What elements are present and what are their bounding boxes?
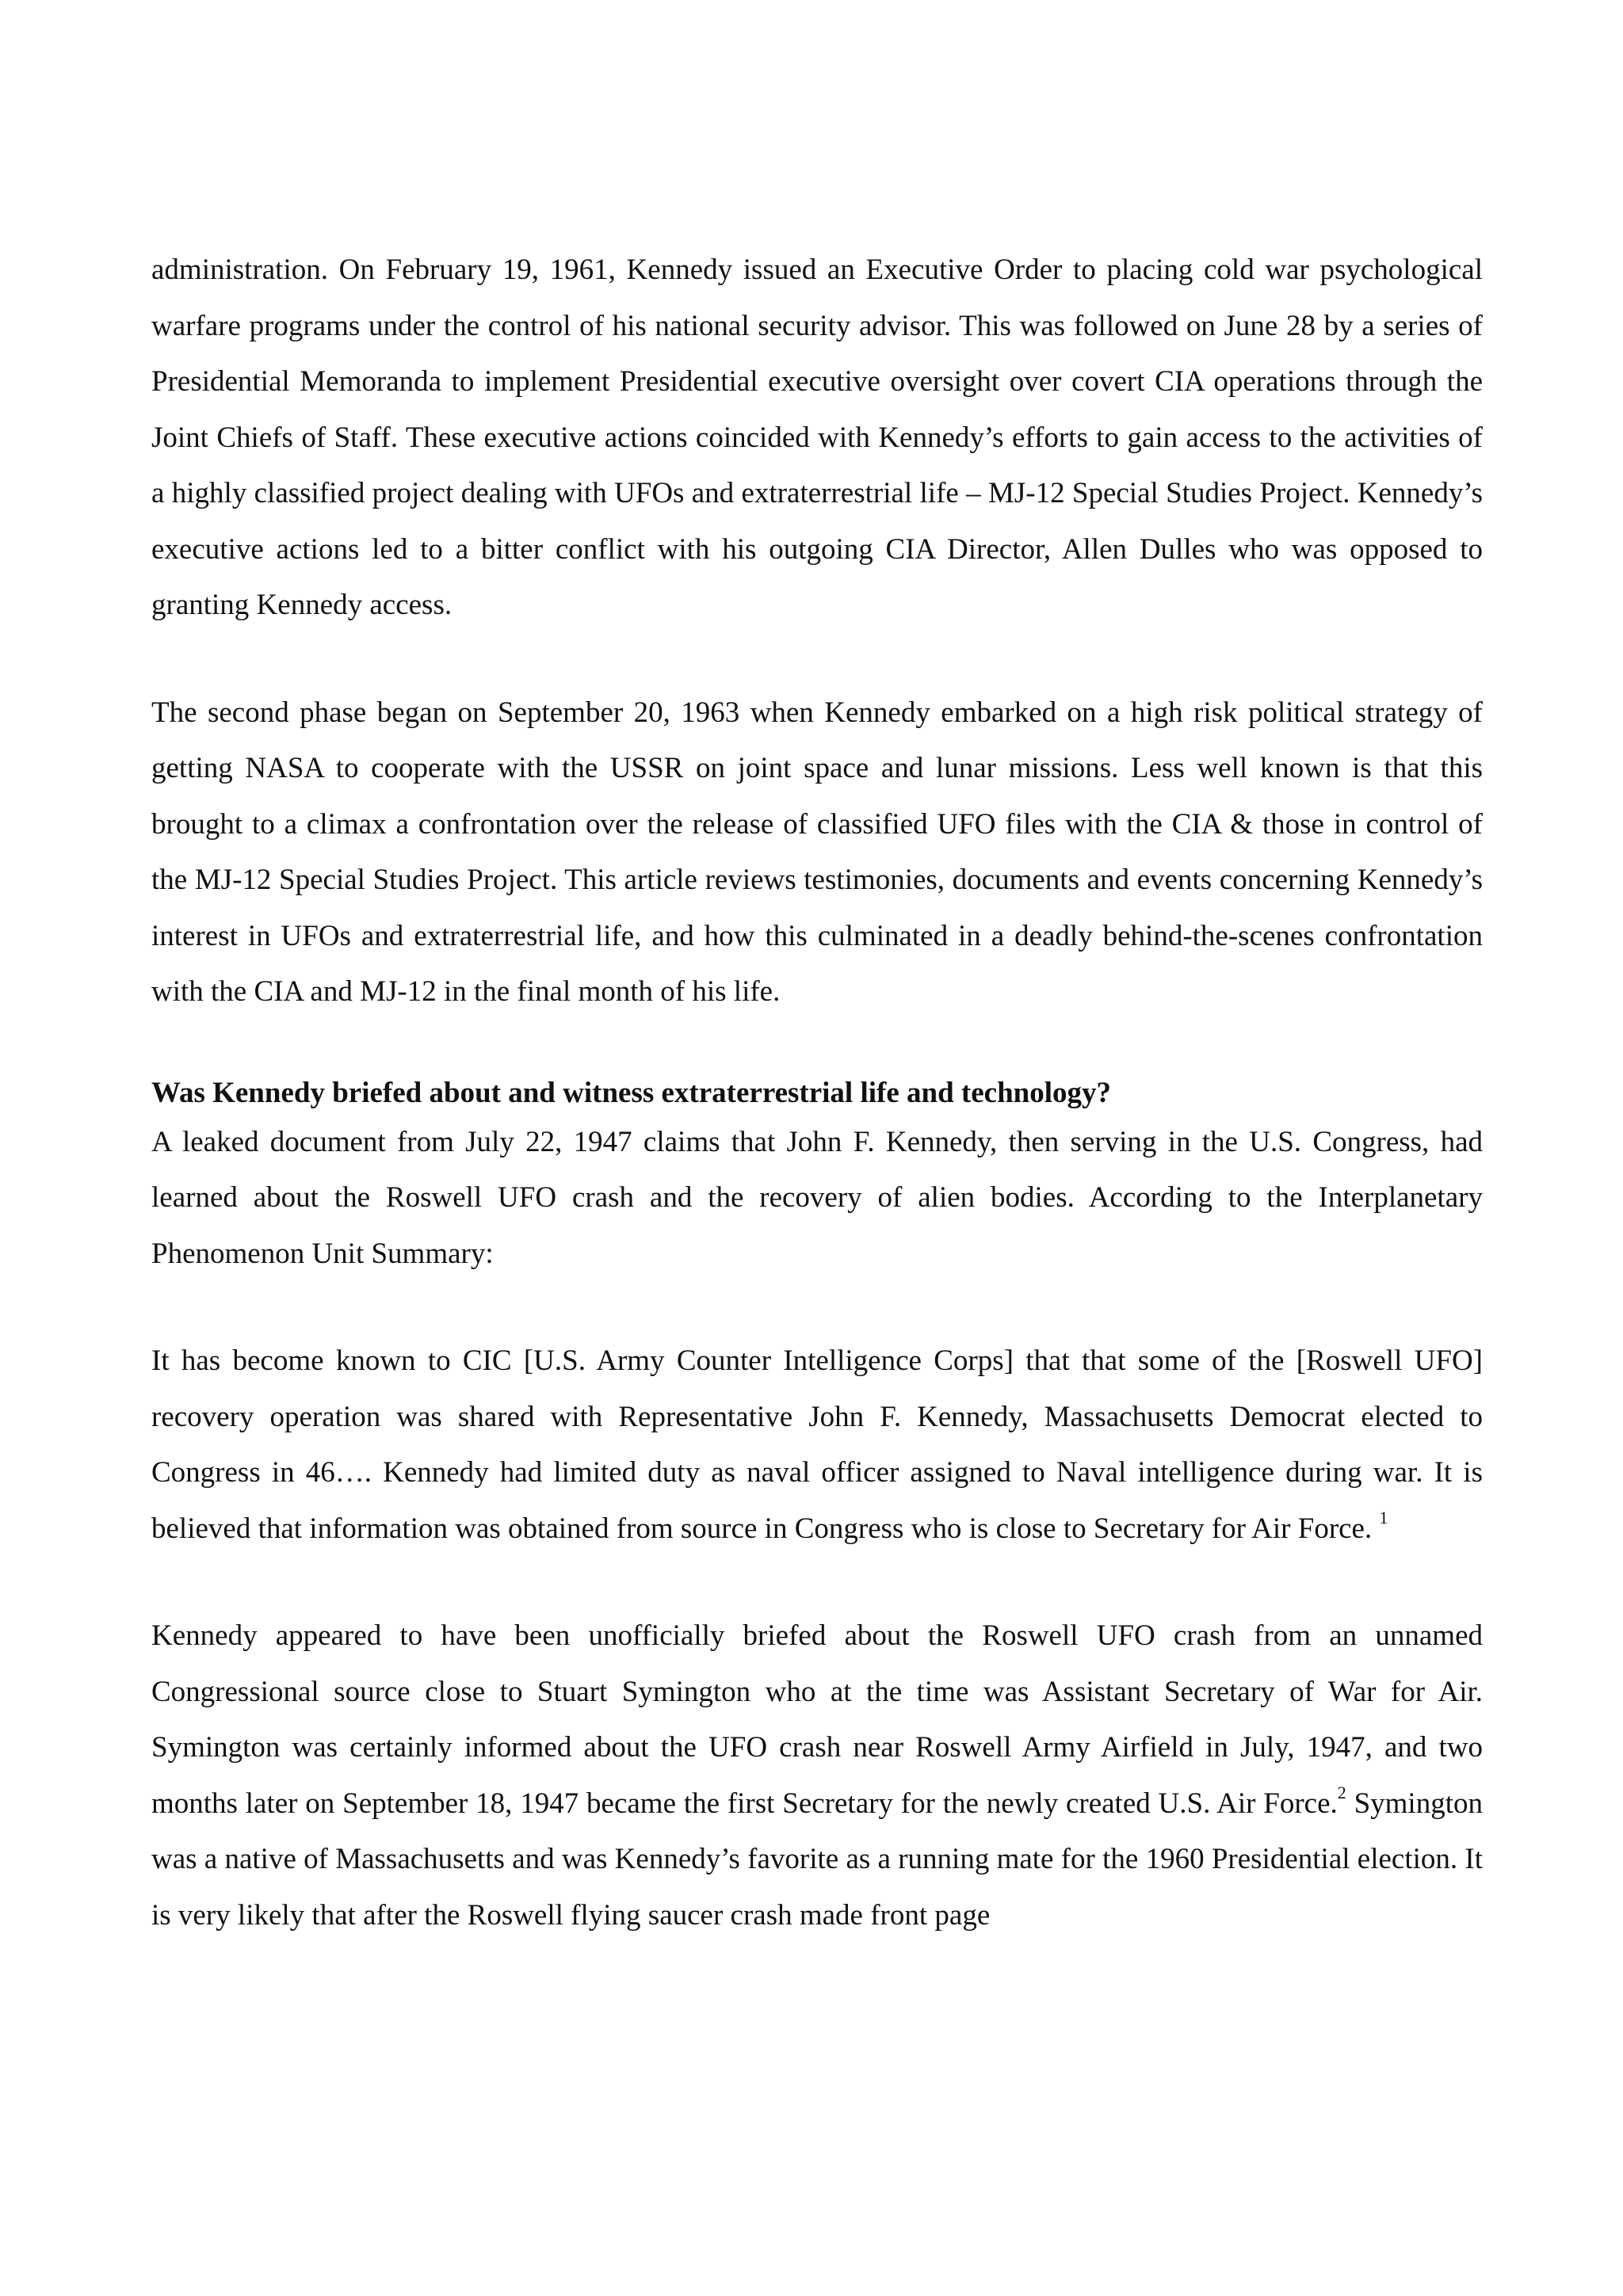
document-page: [151, 242, 1483, 1943]
paragraph-administration: administration. On February 19, 1961, Kennedy issued an Executive Order to placing cold war psychological warfare programs under the control of his national security advisor. This was followed on June 28 by a series of Presidential Memoranda to implement Presidential executive oversight over covert CIA operations through the Joint Chiefs of Staff. These executive actions coincided with Kennedy’s efforts to gain access to the activities of a highly classified project dealing with UFOs and extraterrestrial life – MJ-12 Special Studies Project. Kennedy’s executive actions led to a bitter conflict with his outgoing CIA Director, Allen Dulles who was opposed to granting Kennedy access.: [151, 254, 1483, 621]
paragraph-leaked-document: A leaked document from July 22, 1947 claims that John F. Kennedy, then serving in the U.S. Congress, had learned about the Roswell UFO crash and the recovery of alien bodies. According to the Interplanetary Phenomenon Unit Summary:: [151, 1125, 1483, 1270]
paragraph-spacer: [151, 1282, 1483, 1333]
section-heading: Was Kennedy briefed about and witness extraterrestrial life and technology?: [151, 1076, 1112, 1109]
footnote-marker-1[interactable]: 1: [1379, 1508, 1388, 1528]
quote-text: It has become known to CIC [U.S. Army Counter Intelligence Corps] that that some of the [Roswell UFO] recovery operation was shared with Representative John F. Kennedy, Massachusetts Democrat elected to Congress in 46…. Kennedy had limited duty as naval officer assigned to Naval intelligence during war. It is believed that information was obtained from source in Congress who is close to Secretary for Air Force.: [151, 1344, 1483, 1545]
paragraph-text-part2: Symington was a native of Massachusetts and was Kennedy’s favorite as a running mate for the 1960 Presidential election. It is very likely that after the Roswell flying saucer crash made front page: [151, 1787, 1483, 1932]
paragraph-text-part1: Kennedy appeared to have been unofficially briefed about the Roswell UFO crash from an unnamed Congressional source close to Stuart Symington who at the time was Assistant Secretary of War for Air. Symington was certainly informed about the UFO crash near Roswell Army Airfield in July, 1947, and two months later on September 18, 1947 became the first Secretary for the newly created U.S. Air Force.: [151, 1619, 1483, 1820]
footnote-marker-2[interactable]: 2: [1337, 1783, 1346, 1803]
paragraph-spacer: [151, 634, 1483, 685]
quoted-ipu-summary: [151, 1333, 1483, 1557]
paragraph-spacer: [151, 1557, 1483, 1608]
paragraph-symington: [151, 1608, 1483, 1943]
paragraph-second-phase: The second phase began on September 20, 1963 when Kennedy embarked on a high risk political strategy of getting NASA to cooperate with the USSR on joint space and lunar missions. Less well known is that this brought to a climax a confrontation over the release of classified UFO files with the CIA & those in control of the MJ-12 Special Studies Project. This article reviews testimonies, documents and events concerning Kennedy’s interest in UFOs and extraterrestrial life, and how this culminated in a deadly behind-the-scenes confrontation with the CIA and MJ-12 in the final month of his life.: [151, 696, 1483, 1008]
paragraph-spacer: [151, 1020, 1483, 1072]
